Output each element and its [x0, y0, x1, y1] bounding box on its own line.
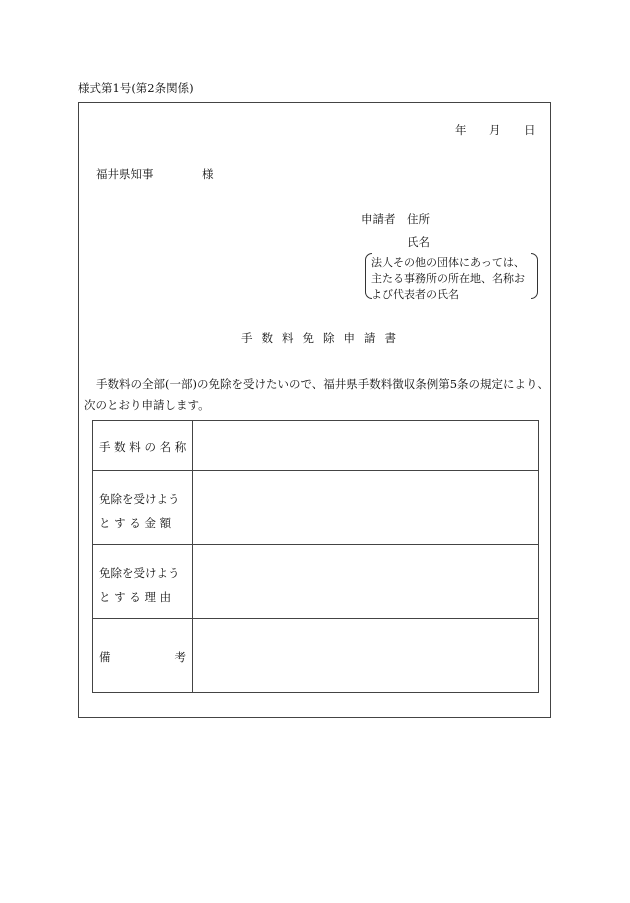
amount-label-line-2: と す る 金 額 [99, 516, 172, 530]
date-day-label: 日 [524, 123, 536, 137]
remarks-label-right: 考 [174, 650, 186, 664]
document-title: 手数料免除申請書 [241, 331, 405, 345]
reason-label-line-2: と す る 理 由 [99, 590, 172, 604]
amount-input[interactable] [193, 471, 539, 545]
applicant-label: 申請者 [361, 212, 396, 226]
reason-label-cell [93, 545, 193, 619]
remarks-label-left: 備 [99, 650, 111, 664]
form-label: 様式第1号(第2条関係) [78, 81, 194, 95]
fee-name-label-cell [93, 421, 193, 471]
addressee-honorific: 様 [202, 167, 214, 181]
fee-name-input[interactable] [193, 421, 539, 471]
applicant-name-label: 氏名 [407, 235, 430, 249]
row-reason [93, 545, 539, 619]
note-line-1: 法人その他の団体にあっては、 [371, 256, 525, 269]
row-amount [93, 471, 539, 545]
fee-name-label: 手 数 料 の 名 称 [99, 440, 187, 454]
row-remarks [93, 619, 539, 693]
date-year-label: 年 [455, 123, 467, 137]
remarks-input[interactable] [193, 619, 539, 693]
date-month-label: 月 [489, 123, 501, 137]
reason-input[interactable] [193, 545, 539, 619]
note-line-2: 主たる事務所の所在地、名称お [371, 272, 525, 285]
remarks-label-cell [93, 619, 193, 693]
note-line-3: よび代表者の氏名 [371, 288, 459, 301]
application-table [92, 420, 539, 693]
row-fee-name [93, 421, 539, 471]
amount-label-line-1: 免除を受けよう [99, 492, 180, 506]
body-line-2: 次のとおり申請します。 [84, 398, 210, 412]
note-right-bracket [531, 253, 538, 299]
addressee-name: 福井県知事 [96, 167, 154, 181]
amount-label-cell [93, 471, 193, 545]
reason-label-line-1: 免除を受けよう [99, 566, 180, 580]
body-line-1: 手数料の全部(一部)の免除を受けたいので、福井県手数料徴収条例第5条の規定により、 [96, 377, 550, 391]
applicant-address-label: 住所 [407, 212, 430, 226]
applicant-note [365, 252, 538, 302]
